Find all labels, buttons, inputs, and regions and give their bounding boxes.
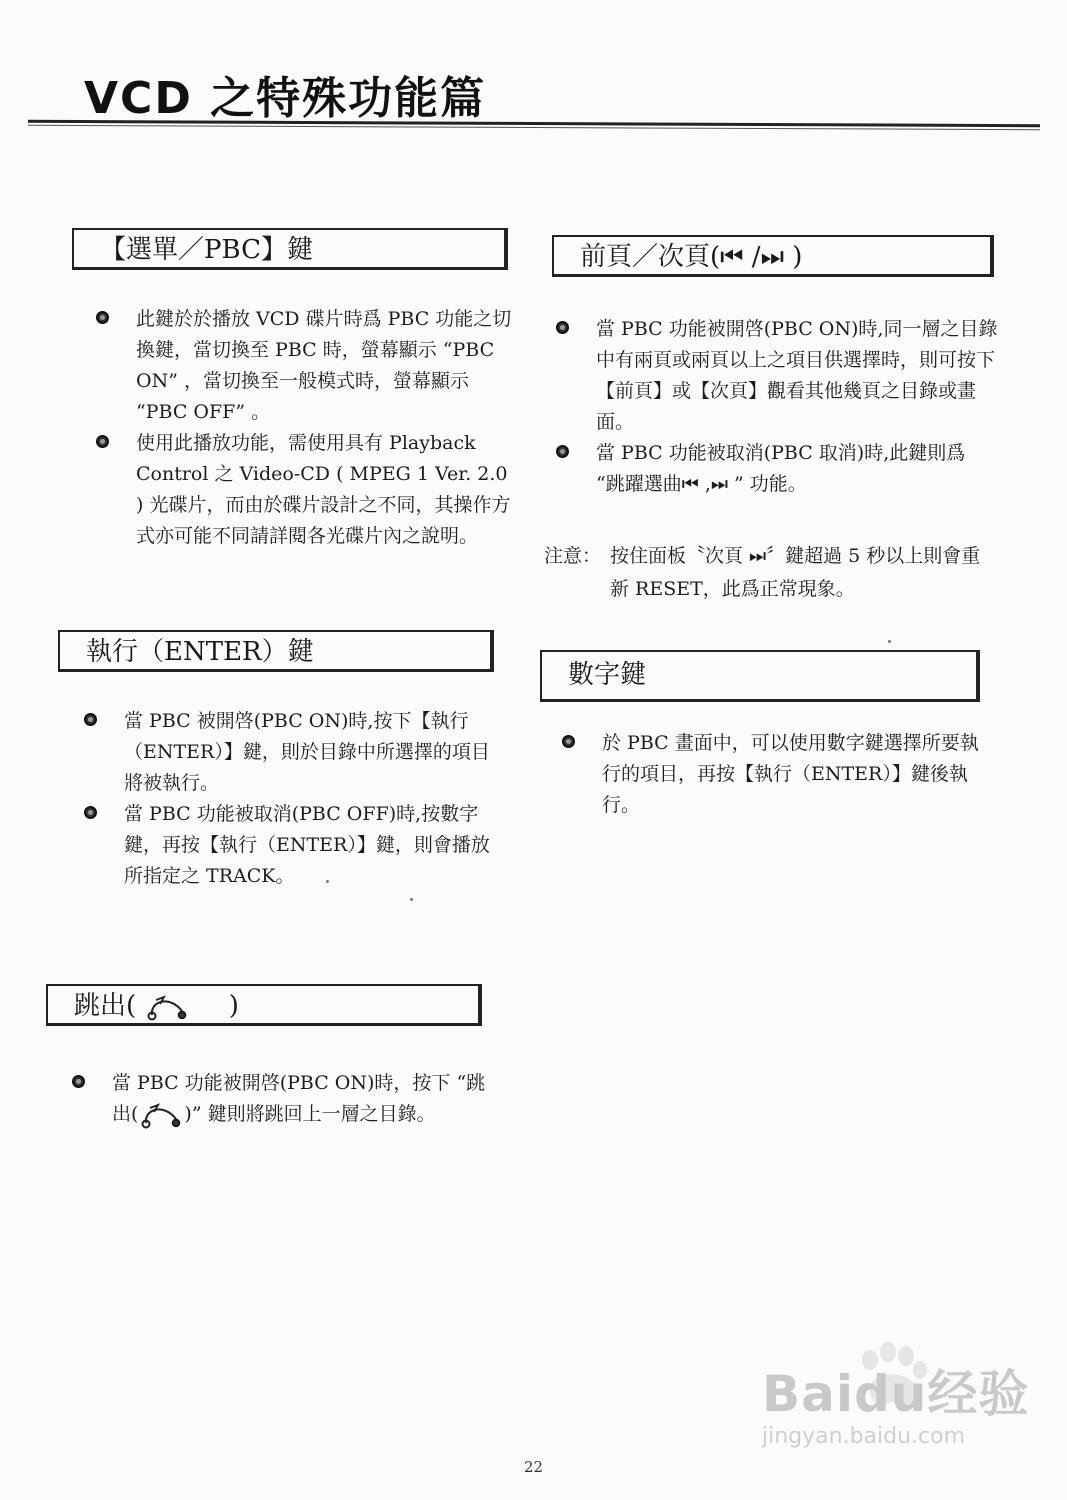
scan-speck bbox=[410, 898, 413, 901]
list-item: 當 PBC 功能被取消(PBC 取消)時,此鍵則爲 “跳躍選曲⏮ ,⏭ ” 功能。 bbox=[556, 438, 998, 500]
list-item: 當 PBC 功能被取消(PBC OFF)時,按數字鍵，再按【執行（ENTER）】鍵，則會播放所指定之 TRACK。 bbox=[84, 799, 502, 892]
page-number: 22 bbox=[523, 1458, 544, 1476]
section-body-prev-next bbox=[556, 314, 998, 500]
section-body-menu-pbc bbox=[96, 304, 514, 552]
scan-speck bbox=[888, 640, 891, 643]
watermark-brand: Baidu经验 bbox=[762, 1365, 1030, 1423]
list-item: 使用此播放功能，需使用具有 Playback Control 之 Video-CD ( MPEG 1 Ver. 2.0 ) 光碟片，而由於碟片設計之不同，其操作方式亦可能不同請詳閱各光碟片內之說明。 bbox=[96, 428, 514, 552]
list-item: 當 PBC 被開啓(PBC ON)時,按下【執行（ENTER）】鍵，則於目錄中所選擇的項目將被執行。 bbox=[84, 706, 502, 799]
section-heading-menu-pbc: 【選單／PBC】鍵 bbox=[72, 228, 508, 270]
section-heading-return: 跳出( ) bbox=[46, 984, 482, 1026]
note-label: 注意： bbox=[544, 545, 602, 567]
bullet-icon bbox=[84, 806, 97, 819]
section-body-number-keys bbox=[562, 728, 982, 821]
list-item: 此鍵於於播放 VCD 碟片時爲 PBC 功能之切換鍵，當切換至 PBC 時，螢幕顯示 “PBC ON” ，當切換至一般模式時，螢幕顯示 “PBC OFF” 。 bbox=[96, 304, 514, 428]
return-arrow-icon bbox=[138, 1101, 184, 1129]
section-body-enter bbox=[84, 706, 502, 892]
section-heading-prev-next: 前頁／次頁(⏮ /⏭ ) bbox=[552, 235, 994, 277]
bullet-icon bbox=[84, 713, 97, 726]
watermark-url: jingyan.baidu.com bbox=[762, 1424, 966, 1449]
section-heading-enter: 執行（ENTER）鍵 bbox=[58, 630, 494, 672]
note-text: 按住面板〝次頁 ⏭〞鍵超過 5 秒以上則會重新 RESET，此爲正常現象。 bbox=[610, 545, 981, 600]
page-title: VCD 之特殊功能篇 bbox=[84, 73, 487, 124]
bullet-icon bbox=[96, 311, 109, 324]
list-item: 當 PBC 功能被開啓(PBC ON)時，按下 “跳出( )” 鍵則將跳回上一層之目錄。 bbox=[72, 1068, 490, 1130]
scan-speck bbox=[326, 880, 329, 883]
bullet-icon bbox=[556, 321, 569, 334]
list-item: 當 PBC 功能被開啓(PBC ON)時,同一層之目錄中有兩頁或兩頁以上之項目供選擇時，則可按下【前頁】或【次頁】觀看其他幾頁之目錄或畫面。 bbox=[556, 314, 998, 438]
bullet-icon bbox=[562, 735, 575, 748]
section-body-return bbox=[72, 1068, 490, 1130]
note bbox=[544, 540, 990, 606]
return-arrow-icon bbox=[144, 993, 190, 1021]
bullet-icon bbox=[72, 1075, 85, 1088]
list-item: 於 PBC 畫面中，可以使用數字鍵選擇所要執行的項目，再按【執行（ENTER）】鍵後執行。 bbox=[562, 728, 982, 821]
bullet-icon bbox=[96, 435, 109, 448]
bullet-icon bbox=[556, 445, 569, 458]
section-heading-number-keys: 數字鍵 bbox=[540, 650, 980, 702]
